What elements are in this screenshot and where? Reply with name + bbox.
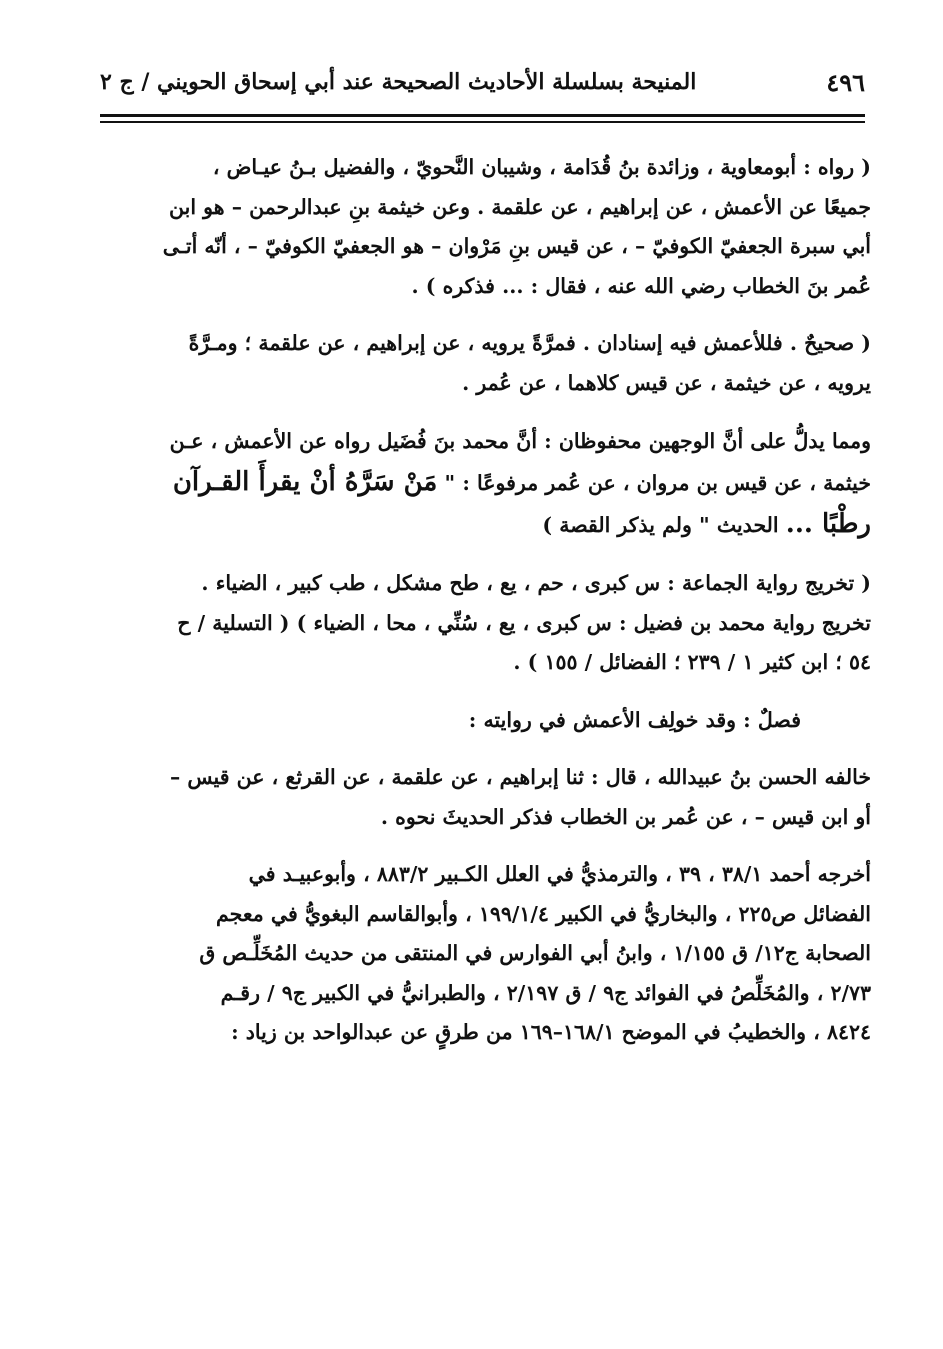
text-line: ( تخريج رواية الجماعة : س كبرى ، حم ، يع ، طح مشكل ، طب كبير ، الضياء . [201,571,871,595]
header-rule-thick [100,114,865,117]
text-line: يرويه ، عن خيثمة ، عن قيس كلاهما ، عن عُمر . [462,370,871,395]
text-line: خالفه الحسن بنُ عبيدالله ، قال : ثنا إبراهيم ، عن علقمة ، عن القرثع ، عن قيس – [170,765,871,789]
hadith-text: مَنْ سَرَّهُ أنْ يقرأَ القـرآن [172,467,438,497]
paragraph-takhrij [128,564,871,683]
page-header [100,62,865,102]
text-line: جميعًا عن الأعمش ، عن إبراهيم ، عن علقمة . وعن خيثمة بنِ عبدالرحمن – هو ابن [169,194,871,219]
text-line [128,504,871,546]
hadith-text: رطْبًا ... [785,509,871,539]
text-line: ( صحيحٌ . فللأعمش فيه إسنادان . فمرَّةً يرويه ، عن إبراهيم ، عن علقمة ؛ ومـرَّةً [188,331,871,355]
text-line: أخرجه أحمد ٣٨/١ ، ٣٩ ، والترمذيُّ في العلل الكـبير ٨٨٣/٢ ، وأبوعبيـد في [248,862,871,886]
text-line: عُمر بنَ الخطاب رضي الله عنه ، فقال : ... فذكره ) . [411,273,871,298]
text-line: ٨٤٢٤ ، والخطيبُ في الموضح ١٦٨/١–١٦٩ من طرقٍ عن عبدالواحد بن زياد : [231,1020,871,1044]
paragraph-evidence [128,421,871,546]
text-segment: الحديث " ولم يذكر القصة ) [542,513,779,537]
running-title: المنيحة بسلسلة الأحاديث الصحيحة عند أبي إسحاق الحويني / ج ٢ [100,69,697,95]
text-line: ٢/٧٣ ، والمُخَلِّصُ في الفوائد ج٩ / ق ٢/١٩٧ ، والطبرانيُّ في الكبير ج٩ / رقـم [220,980,871,1005]
page-number: ٤٩٦ [826,67,865,97]
paragraph-narrators [128,148,871,306]
text-line: ومما يدلُّ على أنَّ الوجهين محفوظان : أنَّ محمد بنَ فُضَيل رواه عن الأعمش ، عـن [169,429,871,453]
paragraph-grading [128,324,871,403]
text-line: ٥٤ ؛ ابن كثير ١ / ٢٣٩ ؛ الفضائل / ١٥٥ ) . [513,650,871,674]
page-body [128,148,871,1071]
text-line [128,462,871,504]
text-line: فصلٌ : وقد خولِف الأعمش في روايته : [468,707,801,732]
text-line: ( رواه : أبومعاوية ، وزائدة بنُ قُدَامة ، وشيبان النَّحويّ ، والفضيل بـنُ عيـاض ، [212,155,871,179]
paragraph-sources [128,855,871,1053]
text-line: الفضائل ص٢٢٥ ، والبخاريُّ في الكبير ١٩٩/١/٤ ، وأبوالقاسم البغويُّ في معجم [215,901,871,926]
paragraph-contradiction [128,758,871,837]
text-line: أبي سبرة الجعفيّ الكوفيّ – ، عن قيس بنِ مَرْوان – هو الجعفيّ الكوفيّ – ، أنّه أتـى [162,234,871,258]
text-segment: خيثمة ، عن قيس بن مروان ، عن عُمر مرفوعًا : " [444,471,871,495]
text-line: أو ابن قيس – ، عن عُمر بن الخطاب فذكر الحديثَ نحوه . [380,804,871,829]
text-line: تخريج رواية محمد بن فضيل : س كبرى ، يع ، سُنِّي ، محا ، الضياء ) ( التسلية / ح [177,610,871,635]
section-heading [128,701,871,741]
text-line: الصحابة ج١٢/ ق ١/١٥٥ ، وابنُ أبي الفوارس في المنتقى من حديث المُخَلِّـص ق [199,941,871,965]
header-rule-thin [100,121,865,123]
